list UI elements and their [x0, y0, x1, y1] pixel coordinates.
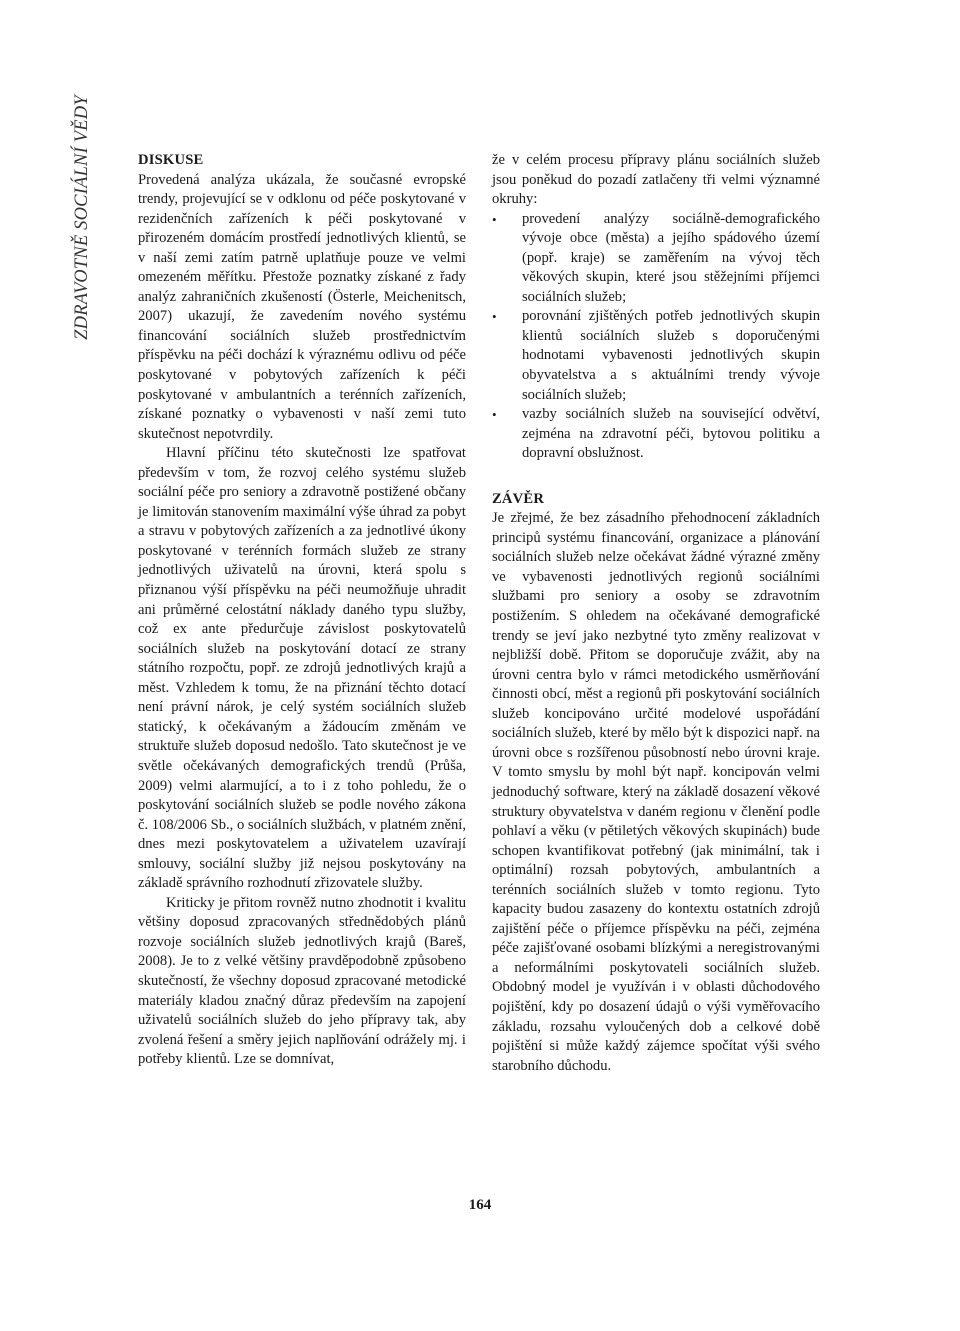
running-head: [58, 95, 106, 345]
discussion-paragraph-3: Kriticky je přitom rovněž nutno zhodnotit i kvalitu většiny doposud zpracovaných střednědobých plánů rozvoje sociálních služeb jednotlivých krajů (Bareš, 2008). Je to z velké většiny pravděpodobně způsobeno skutečností, že všechny doposud zpracované metodické materiály kladou značný důraz především na zapojení uživatelů sociálních služeb do jeho přípravy tak, aby zvolená řešení a směry jejich naplňování odrážely mj. i potřeby klientů. Lze se domnívat,: [138, 894, 466, 1068]
conclusion-paragraph: Je zřejmé, že bez zásadního přehodnocení základních principů systému financování, organizace a plánování sociálních služeb nelze očekávat žádné výrazné změny ve vybavenosti jednotlivých regionů sociálními službami pro seniory a osoby se zdravotním postižením. S ohledem na očekávané demografické trendy se jeví jako nezbytné tyto změny realizovat v nejbližší době. Přitom se doporučuje zvážit, aby na úrovni centra bylo v rámci metodického usměrňování činnosti obcí, měst a regionů při poskytování sociálních služeb koncipováno určité modelové uspořádání sociálních služeb, které by mělo být k dispozici např. na úrovni obce s rozšířenou působností nebo úrovni kraje. V tomto smyslu by mohl být např. koncipován velmi jednoduchý software, který na základě dosazení věkové struktury obyvatelstva v daném regionu v členění podle pohlaví a věku (v pětiletých věkových skupinách) bude schopen kvantifikovat potřebný (jak minimální, tak i optimální) rozsah pobytových, ambulantních a terénních sociálních služeb v tomto regionu. Tyto kapacity budou zasazeny do kontextu ostatních zdrojů zajištění péče o příjemce příspěvku na péči, zejména péče zajišťované osobami blízkými a neregistrovanými a neformálními poskytovateli sociálních služeb. Obdobný model je využíván i v oblasti důchodového pojištění, kdy po dosazení údajů o výši vyměřovacího základu, rozsahu vyloučených dob a celkové době pojištění si může každý zájemce spočítat výši svého starobního důchodu.: [492, 510, 820, 1074]
bullet-icon: •: [492, 211, 497, 227]
discussion-paragraph-1: Provedená analýza ukázala, že současné evropské trendy, projevující se v odklonu od péče poskytované v rezidenčních zařízeních k péči poskytované v přirozeném domácím prostředí jednotlivých klientů, se v naší zemi zatím patrně uplatňuje pouze ve velmi omezeném měřítku. Přestože poznatky získané z řady analýz zahraničních zkušeností (Österle, Meichenitsch, 2007) ukazují, že zavedením nového systému financování sociálních služeb prostřednictvím příspěvku na péči dochází k výraznému odlivu od péče poskytované v pobytových zařízeních k péči poskytované v ambulantních a terénních zařízeních, získané poznatky o vybavenosti v naší zemi tuto skutečnost nepotvrdily.: [138, 171, 466, 442]
left-column: [138, 151, 466, 1070]
continuation-paragraph: že v celém procesu přípravy plánu sociálních služeb jsou poněkud do pozadí zatlačeny tři velmi významné okruhy:: [492, 152, 820, 208]
list-item-text: provedení analýzy sociálně-demografického vývoje obce (města) a jejího spádového území (popř. kraje) se zaměřením na vývoj těch věkových skupin, které jsou stěžejními příjemci sociálních služeb;: [522, 210, 820, 305]
conclusion-heading: ZÁVĚR: [492, 490, 545, 507]
discussion-paragraph-2: Hlavní příčinu této skutečnosti lze spatřovat především v tom, že rozvoj celého systému služeb sociální péče pro seniory a zdravotně postižené občany je limitován stanovením maximální výše úhrad za pobyt a stravu v pobytových zařízeních a za jednotlivé úkony poskytované v terénních formách služeb ze strany jednotlivých uživatelů na úrovni, která spolu s přiznanou výší příspěvku na péči neumožňuje uhradit ani průměrné celostátní náklady daného typu služby, což ex ante předurčuje závislost poskytovatelů sociálních služeb na poskytování dotací ze strany státního rozpočtu, popř. ze zdrojů jednotlivých krajů a měst. Vzhledem k tomu, že na přiznání těchto dotací není právní nárok, je celý systém sociálních služeb statický, k očekávaným a žádoucím změnám ve struktuře služeb doposud nedošlo. Tato skutečnost je ve světle očekávaných demografických trendů (Průša, 2009) velmi alarmující, a to i z toho pohledu, že o poskytování sociálních služeb se podle nového zákona č. 108/2006 Sb., o sociálních službách, v platném znění, dnes mezi poskytovatelem a uživatelem uzavírají smlouvy, sociální služby již nejsou poskytovány na základě správního rozhodnutí zřizovatele služby.: [138, 445, 466, 892]
list-item-text: porovnání zjištěných potřeb jednotlivých skupin klientů sociálních služeb s doporučenými hodnotami vybavenosti jednotlivých skupin obyvatelstva a s aktuálními trendy vývoje sociálních služeb;: [522, 308, 820, 403]
discussion-heading: DISKUSE: [138, 152, 204, 168]
bullet-icon: •: [492, 407, 497, 423]
list-item: [492, 405, 820, 464]
list-item: [492, 307, 820, 405]
right-column: [492, 151, 820, 1076]
running-head-text: ZDRAVOTNĚ SOCIÁLNÍ VĚDY: [71, 95, 92, 340]
list-item-text: vazby sociálních služeb na související odvětví, zejména na zdravotní péči, bytovou politiku a dopravní obslužnost.: [522, 406, 820, 462]
bullet-list: [492, 210, 820, 464]
list-item: [492, 210, 820, 308]
bullet-icon: •: [492, 309, 497, 325]
page-number: 164: [468, 1197, 492, 1213]
